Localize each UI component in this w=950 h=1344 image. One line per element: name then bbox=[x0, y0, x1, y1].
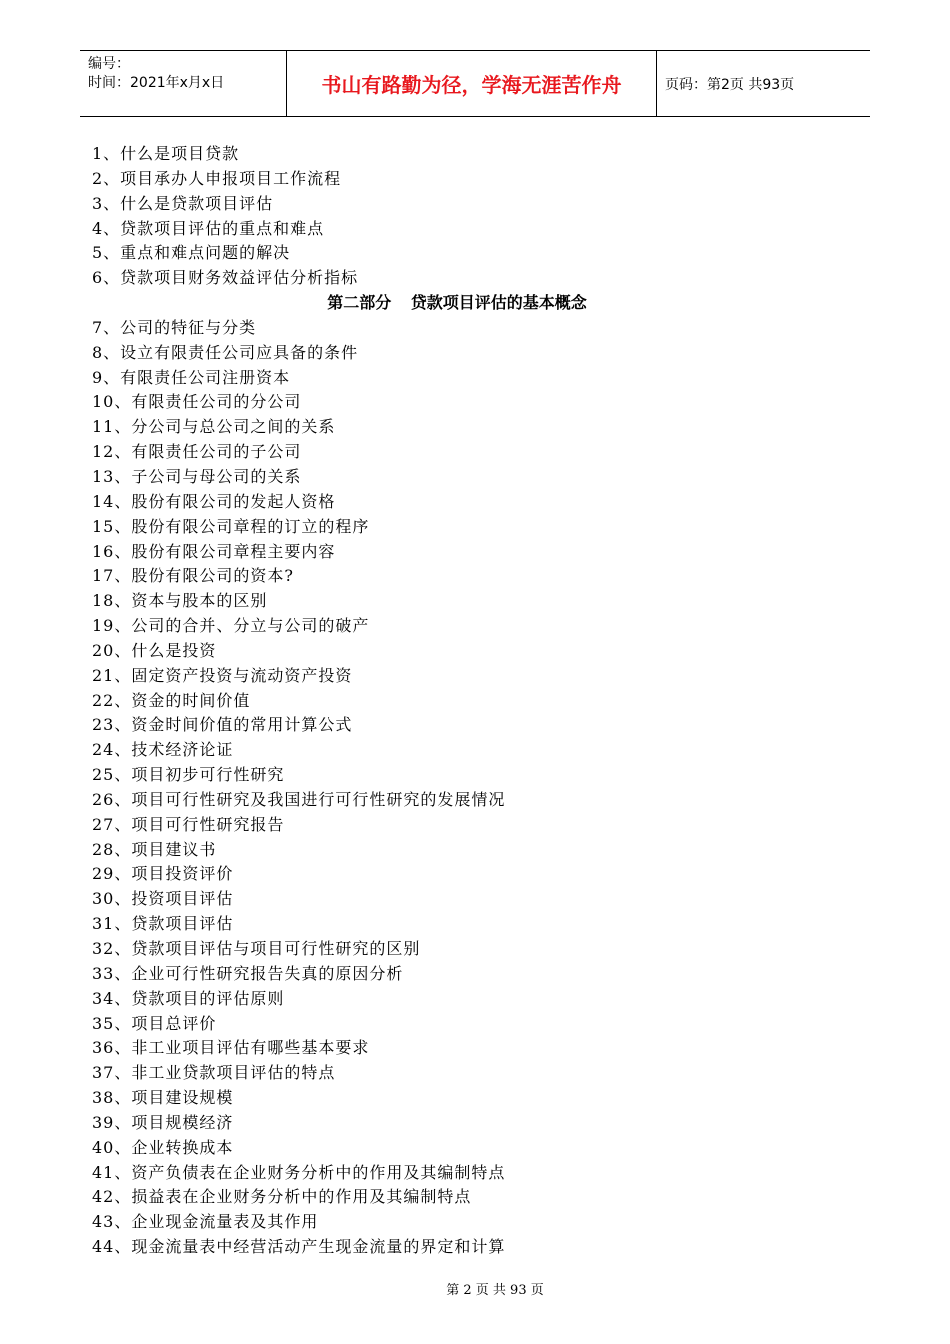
toc-item: 20、什么是投资 bbox=[92, 640, 217, 660]
toc-item: 28、项目建议书 bbox=[92, 839, 217, 859]
toc-item: 1、什么是项目贷款 bbox=[92, 144, 240, 163]
header-meta-cell bbox=[80, 51, 287, 116]
header-page-info: 页码：第2页 共93页 bbox=[665, 76, 795, 93]
table-of-contents bbox=[92, 142, 862, 1260]
toc-item: 10、有限责任公司的分公司 bbox=[92, 392, 302, 412]
toc-item: 21、固定资产投资与流动资产投资 bbox=[92, 665, 353, 685]
toc-item: 41、资产负债表在企业财务分析中的作用及其编制特点 bbox=[92, 1162, 506, 1182]
toc-item: 13、子公司与母公司的关系 bbox=[92, 466, 302, 486]
toc-item: 14、股份有限公司的发起人资格 bbox=[92, 491, 336, 511]
toc-item: 2、项目承办人申报项目工作流程 bbox=[92, 168, 342, 188]
toc-item: 38、项目建设规模 bbox=[92, 1088, 234, 1108]
toc-item: 7、公司的特征与分类 bbox=[92, 317, 257, 337]
toc-item: 30、投资项目评估 bbox=[92, 889, 234, 909]
toc-item: 26、项目可行性研究及我国进行可行性研究的发展情况 bbox=[92, 789, 506, 809]
toc-item: 42、损益表在企业财务分析中的作用及其编制特点 bbox=[92, 1187, 472, 1207]
document-code-label: 编号： bbox=[88, 56, 130, 72]
toc-item: 37、非工业贷款项目评估的特点 bbox=[92, 1063, 336, 1083]
toc-item: 29、项目投资评价 bbox=[92, 864, 234, 884]
toc-item: 31、贷款项目评估 bbox=[92, 914, 234, 934]
toc-item: 18、资本与股本的区别 bbox=[92, 591, 268, 611]
toc-item: 15、股份有限公司章程的订立的程序 bbox=[92, 516, 370, 536]
toc-item: 3、什么是贷款项目评估 bbox=[92, 193, 274, 213]
toc-item: 33、企业可行性研究报告失真的原因分析 bbox=[92, 963, 404, 983]
toc-item: 12、有限责任公司的子公司 bbox=[92, 442, 302, 462]
header-motto: 书山有路勤为径，学海无涯苦作舟 bbox=[287, 51, 657, 116]
page-footer: 第 2 页 共 93 页 bbox=[446, 1283, 544, 1298]
toc-item: 44、现金流量表中经营活动产生现金流量的界定和计算 bbox=[92, 1237, 506, 1257]
toc-item: 34、贷款项目的评估原则 bbox=[92, 988, 285, 1008]
toc-item: 4、贷款项目评估的重点和难点 bbox=[92, 218, 325, 238]
toc-item: 36、非工业项目评估有哪些基本要求 bbox=[92, 1038, 370, 1058]
toc-item: 9、有限责任公司注册资本 bbox=[92, 367, 291, 387]
toc-item: 11、分公司与总公司之间的关系 bbox=[92, 417, 336, 437]
toc-item: 39、项目规模经济 bbox=[92, 1112, 234, 1132]
toc-item: 6、贷款项目财务效益评估分析指标 bbox=[92, 268, 359, 288]
toc-item: 22、资金的时间价值 bbox=[92, 690, 251, 710]
section-title: 第二部分 贷款项目评估的基本概念 bbox=[327, 293, 587, 313]
toc-item: 24、技术经济论证 bbox=[92, 740, 234, 760]
toc-item: 25、项目初步可行性研究 bbox=[92, 765, 285, 785]
toc-item: 43、企业现金流量表及其作用 bbox=[92, 1212, 319, 1232]
toc-item: 5、重点和难点问题的解决 bbox=[92, 243, 291, 263]
toc-item: 16、股份有限公司章程主要内容 bbox=[92, 541, 336, 561]
toc-item: 40、企业转换成本 bbox=[92, 1137, 234, 1157]
toc-list-part-one bbox=[92, 142, 862, 291]
toc-list-part-two bbox=[92, 316, 862, 1260]
document-time-label: 时间：2021年x月x日 bbox=[88, 75, 225, 91]
toc-item: 8、设立有限责任公司应具备的条件 bbox=[92, 342, 359, 362]
toc-item: 23、资金时间价值的常用计算公式 bbox=[92, 715, 353, 735]
toc-item: 27、项目可行性研究报告 bbox=[92, 814, 285, 834]
toc-item: 19、公司的合并、分立与公司的破产 bbox=[92, 616, 370, 636]
toc-item: 35、项目总评价 bbox=[92, 1013, 217, 1033]
toc-item: 32、贷款项目评估与项目可行性研究的区别 bbox=[92, 939, 421, 958]
toc-item: 17、股份有限公司的资本? bbox=[92, 566, 294, 586]
page-header bbox=[80, 50, 870, 117]
